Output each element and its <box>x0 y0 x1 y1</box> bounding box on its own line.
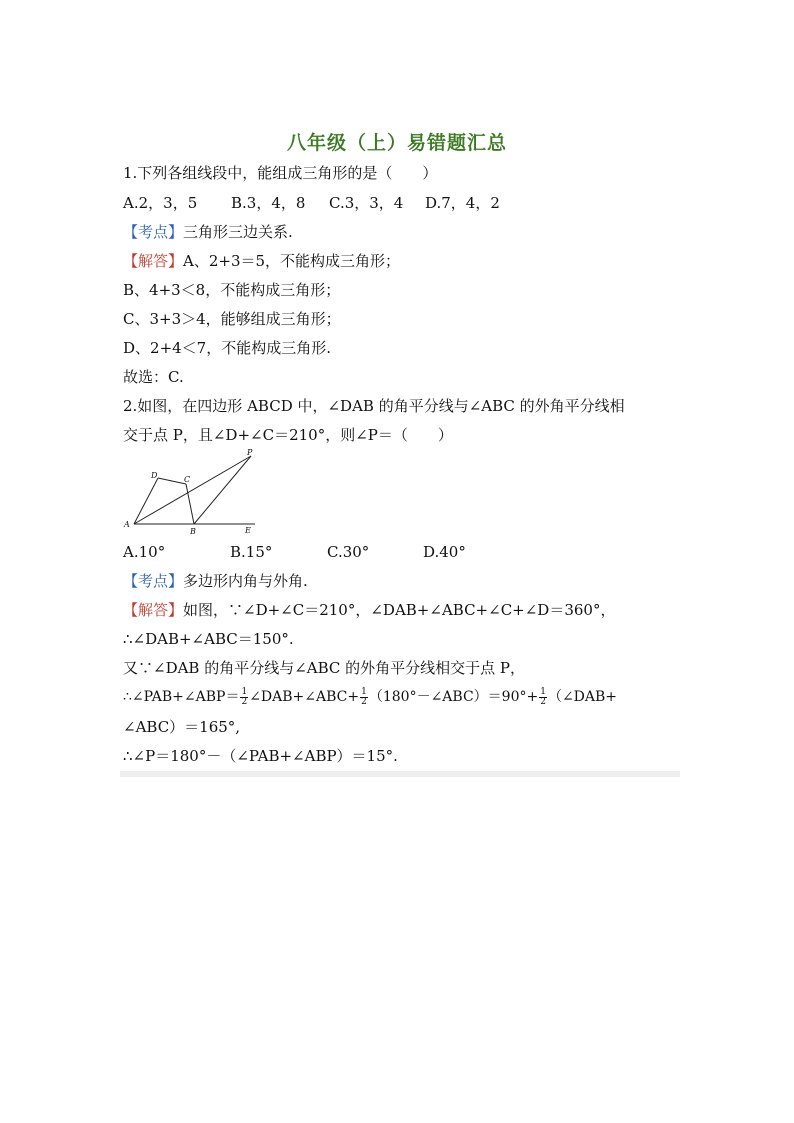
q2-jieda <box>123 600 615 620</box>
q1-kaodian-tag: 【考点】 <box>123 223 184 241</box>
q1-solution-line-2: B、4+3＜8，不能构成三角形； <box>123 281 341 299</box>
q1-kaodian <box>123 222 293 242</box>
q1-jieda-tag: 【解答】 <box>123 252 184 270</box>
q2-solution-line-5: ∠ABC）＝165°, <box>123 718 241 736</box>
fraction-denominator: 2 <box>361 696 367 707</box>
q2-option-b: B.15° <box>230 543 273 561</box>
q1-kaodian-text: 三角形三边关系. <box>183 223 293 241</box>
fraction-denominator: 2 <box>241 696 248 707</box>
q2-solution-line-3: 又∵∠DAB 的角平分线与∠ABC 的外角平分线相交于点 P， <box>123 659 526 677</box>
q2-sol4-part-a: ∴∠PAB+∠ABP＝ <box>123 689 240 705</box>
q1-solution-line-3: C、3+3＞4，能够组成三角形； <box>123 310 341 328</box>
q2-stem-line-2: 交于点 P，且∠D+∠C＝210°，则∠P＝（ ） <box>123 426 453 444</box>
label-e: E <box>245 526 251 535</box>
geometry-diagram <box>120 446 270 538</box>
q2-solution-line-2: ∴∠DAB+∠ABC＝150°. <box>123 630 294 648</box>
q1-stem: 1.下列各组线段中，能组成三角形的是（ ） <box>123 164 438 182</box>
q1-option-c: C.3，3，4 <box>329 194 404 212</box>
q2-option-d: D.40° <box>423 543 466 561</box>
q1-option-a: A.2，3，5 <box>123 194 198 212</box>
q2-option-a: A.10° <box>123 543 166 561</box>
q1-solution-line-4: D、2+4＜7，不能构成三角形. <box>123 339 331 357</box>
q2-options <box>123 542 466 562</box>
line-dc <box>158 478 186 484</box>
fraction-numerator: 1 <box>361 686 367 697</box>
q2-stem-line-1: 2.如图，在四边形 ABCD 中，∠DAB 的角平分线与∠ABC 的外角平分线相 <box>123 397 625 415</box>
q1-options <box>123 193 500 213</box>
line-bp <box>194 456 251 524</box>
q2-solution-line-1: 如图，∵∠D+∠C＝210°，∠DAB+∠ABC+∠C+∠D＝360°， <box>183 601 616 619</box>
page-title: 八年级（上）易错题汇总 <box>286 132 507 154</box>
quadrilateral-figure <box>120 446 270 538</box>
fraction-numerator: 1 <box>241 686 248 697</box>
q2-sol4-part-c: （180°－∠ABC）＝90°+ <box>368 689 539 705</box>
fraction-half <box>539 688 547 707</box>
q2-sol4-part-d: （∠DAB+ <box>547 689 618 705</box>
q1-option-d: D.7，4，2 <box>425 194 500 212</box>
q2-solution-line-6: ∴∠P＝180°－（∠PAB+∠ABP）＝15°. <box>123 747 398 765</box>
q2-kaodian-tag: 【考点】 <box>123 572 184 590</box>
q2-kaodian-text: 多边形内角与外角. <box>183 572 308 590</box>
label-a: A <box>124 520 130 529</box>
label-p: P <box>247 448 253 457</box>
q2-kaodian <box>123 571 308 591</box>
q2-jieda-tag: 【解答】 <box>123 601 184 619</box>
q1-jieda <box>123 251 400 271</box>
fraction-denominator: 2 <box>540 696 546 707</box>
q1-option-b: B.3，4，8 <box>231 194 306 212</box>
fraction-half <box>360 688 368 707</box>
q2-solution-line-4 <box>123 687 617 707</box>
label-b: B <box>190 527 196 536</box>
content-divider <box>120 771 680 777</box>
fraction-half <box>240 688 248 707</box>
q2-option-c: C.30° <box>327 543 370 561</box>
label-c: C <box>184 475 191 484</box>
q1-answer: 故选：C. <box>123 368 184 386</box>
q2-sol4-part-b: ∠DAB+∠ABC+ <box>249 689 360 705</box>
fraction-numerator: 1 <box>540 686 546 697</box>
label-d: D <box>151 471 158 480</box>
q1-solution-line-1: A、2+3＝5，不能构成三角形； <box>183 252 401 270</box>
